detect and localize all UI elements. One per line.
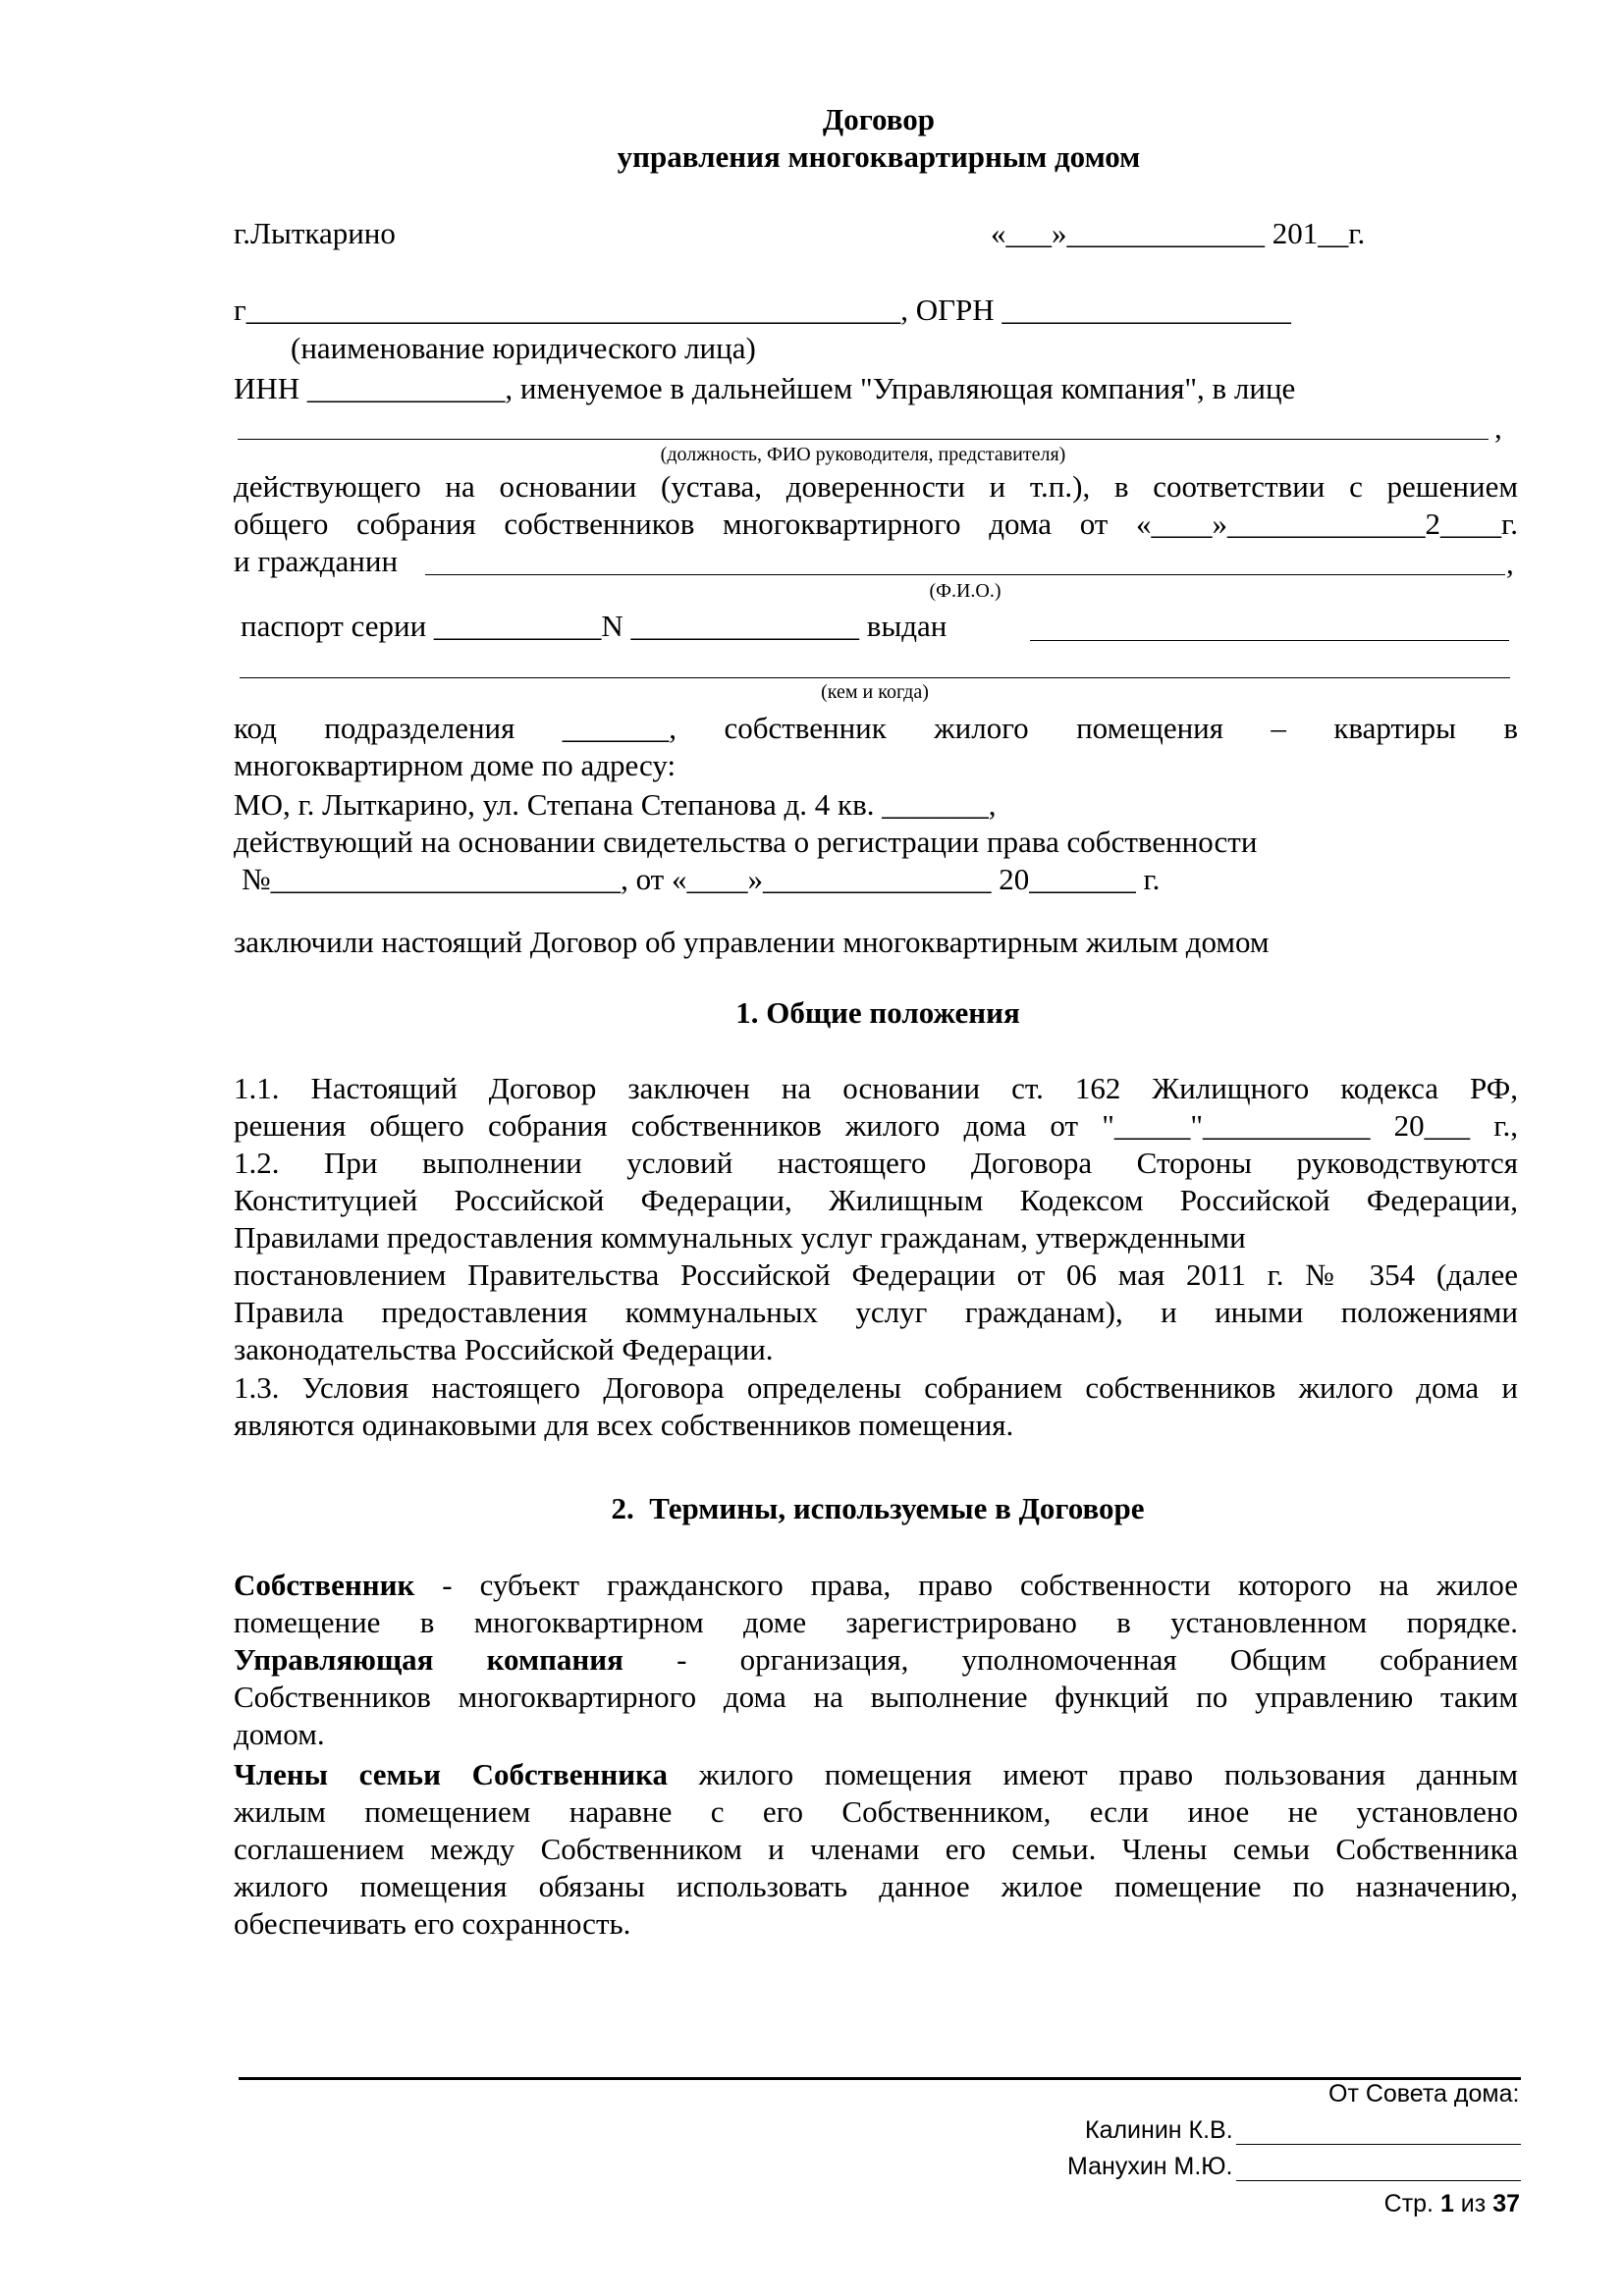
acting-basis-line-1: действующего на основании (устава, доверенности и т.п.), в соответствии с решением (234, 469, 1518, 504)
section-1-line: Правилами предоставления коммунальных услуг гражданам, утвержденными (234, 1220, 1246, 1255)
issued-by-blank-line (240, 677, 1510, 678)
section-1-line: законодательства Российской Федерации. (234, 1332, 774, 1366)
page-total: 37 (1492, 2190, 1520, 2217)
term-management-company-label: Управляющая компания (234, 1642, 623, 1677)
term-management-company (234, 1642, 1518, 1678)
contract-date: «___»_____________ 201__г. (991, 216, 1366, 250)
ownership-certificate-line: действующий на основании свидетельства о регистрации права собственности (234, 825, 1258, 859)
term-family-members (234, 1757, 1518, 1792)
term-owner-definition: - субъект гражданского права, право собственности которого на жилое (414, 1568, 1518, 1602)
acting-basis-line-2: общего собрания собственников многоквартирного дома от «____»_____________2____г. (234, 507, 1518, 541)
term-family-members-definition: жилого помещения имеют право пользования данным (667, 1757, 1518, 1791)
term-management-company-end: домом. (234, 1717, 325, 1751)
document-title: Договор (822, 102, 936, 136)
page-current: 1 (1439, 2190, 1454, 2217)
company-name-line: г___________________________________________, ОГРН ___________________ (234, 293, 1291, 327)
signer-1-signature-line (1236, 2144, 1521, 2145)
passport-line: паспорт серии ___________N _______________ выдан (241, 609, 947, 643)
passport-issued-blank-line (1030, 640, 1509, 641)
term-management-company-continued: Собственников многоквартирного дома на выполнение функций по управлению таким (234, 1680, 1518, 1714)
document-subtitle: управления многоквартирным домом (617, 139, 1141, 174)
citizen-name-caption: (Ф.И.О.) (929, 580, 1001, 602)
representative-comma: , (1494, 410, 1502, 445)
issued-by-caption: (кем и когда) (821, 681, 929, 703)
signer-2-name: Манухин М.Ю. (1067, 2153, 1233, 2180)
citizen-comma: , (1506, 546, 1514, 580)
citizen-name-blank-line (425, 574, 1505, 575)
page-number (1375, 2189, 1520, 2218)
representative-blank-line (238, 439, 1489, 440)
term-family-members-continued: жилым помещением наравне с его Собственником, если иное не установлено (234, 1794, 1518, 1829)
citizen-label: и гражданин (234, 544, 399, 578)
term-owner-label: Собственник (234, 1568, 415, 1602)
section-2-heading: 2. Термины, используемые в Договоре (611, 1491, 1145, 1525)
ownership-certificate-number: №_______________________, от «____»_______________ 20_______ г. (242, 862, 1161, 896)
term-family-members-end: обеспечивать его сохранность. (234, 1906, 631, 1941)
term-family-members-continued: соглашением между Собственником и членами его семьи. Члены семьи Собственника (234, 1832, 1518, 1866)
contract-concluded-line: заключили настоящий Договор об управлении многоквартирным жилым домом (234, 925, 1270, 959)
term-management-company-definition: - организация, уполномоченная Общим собранием (623, 1642, 1518, 1677)
term-owner (234, 1568, 1518, 1603)
section-1-line: 1.2. При выполнении условий настоящего Договора Стороны руководствуются (234, 1146, 1518, 1180)
division-code-line-2: многоквартирном доме по адресу: (234, 748, 677, 782)
term-family-members-label: Члены семьи Собственника (234, 1757, 668, 1791)
page-prefix: Стр. (1383, 2190, 1440, 2217)
division-code-line: код подразделения _______, собственник жилого помещения – квартиры в (234, 711, 1518, 745)
section-1-line: 1.1. Настоящий Договор заключен на основании ст. 162 Жилищного кодекса РФ, (234, 1071, 1518, 1105)
signer-2-signature-line (1236, 2180, 1521, 2181)
section-1-line: решения общего собрания собственников жилого дома от "_____"___________ 20___ г., (234, 1108, 1518, 1143)
section-1-line: являются одинаковыми для всех собственников помещения. (234, 1408, 1014, 1442)
contract-city: г.Лыткарино (234, 216, 396, 250)
property-address: МО, г. Лыткарино, ул. Степана Степанова д. 4 кв. _______, (234, 787, 997, 822)
page-middle: из (1453, 2190, 1493, 2217)
section-1-line: постановлением Правительства Российской Федерации от 06 мая 2011 г. № 354 (далее (234, 1257, 1518, 1292)
section-1-line: Конституцией Российской Федерации, Жилищным Кодексом Российской Федерации, (234, 1183, 1518, 1217)
council-label: От Совета дома: (1328, 2080, 1520, 2108)
term-family-members-continued: жилого помещения обязаны использовать данное жилое помещение по назначению, (234, 1869, 1518, 1903)
section-1-heading: 1. Общие положения (735, 995, 1020, 1030)
representative-caption: (должность, ФИО руководителя, представителя) (660, 444, 1066, 465)
section-1-line: 1.3. Условия настоящего Договора определены собранием собственников жилого дома и (234, 1370, 1518, 1405)
section-1-line: Правила предоставления коммунальных услуг гражданам), и иными положениями (234, 1295, 1518, 1329)
term-owner-continued: помещение в многоквартирном доме зарегистрировано в установленном порядке. (234, 1605, 1518, 1639)
inn-line: ИНН _____________, именуемое в дальнейшем "Управляющая компания", в лице (234, 371, 1296, 405)
company-name-caption: (наименование юридического лица) (291, 331, 756, 365)
signer-1-name: Калинин К.В. (1085, 2116, 1233, 2144)
